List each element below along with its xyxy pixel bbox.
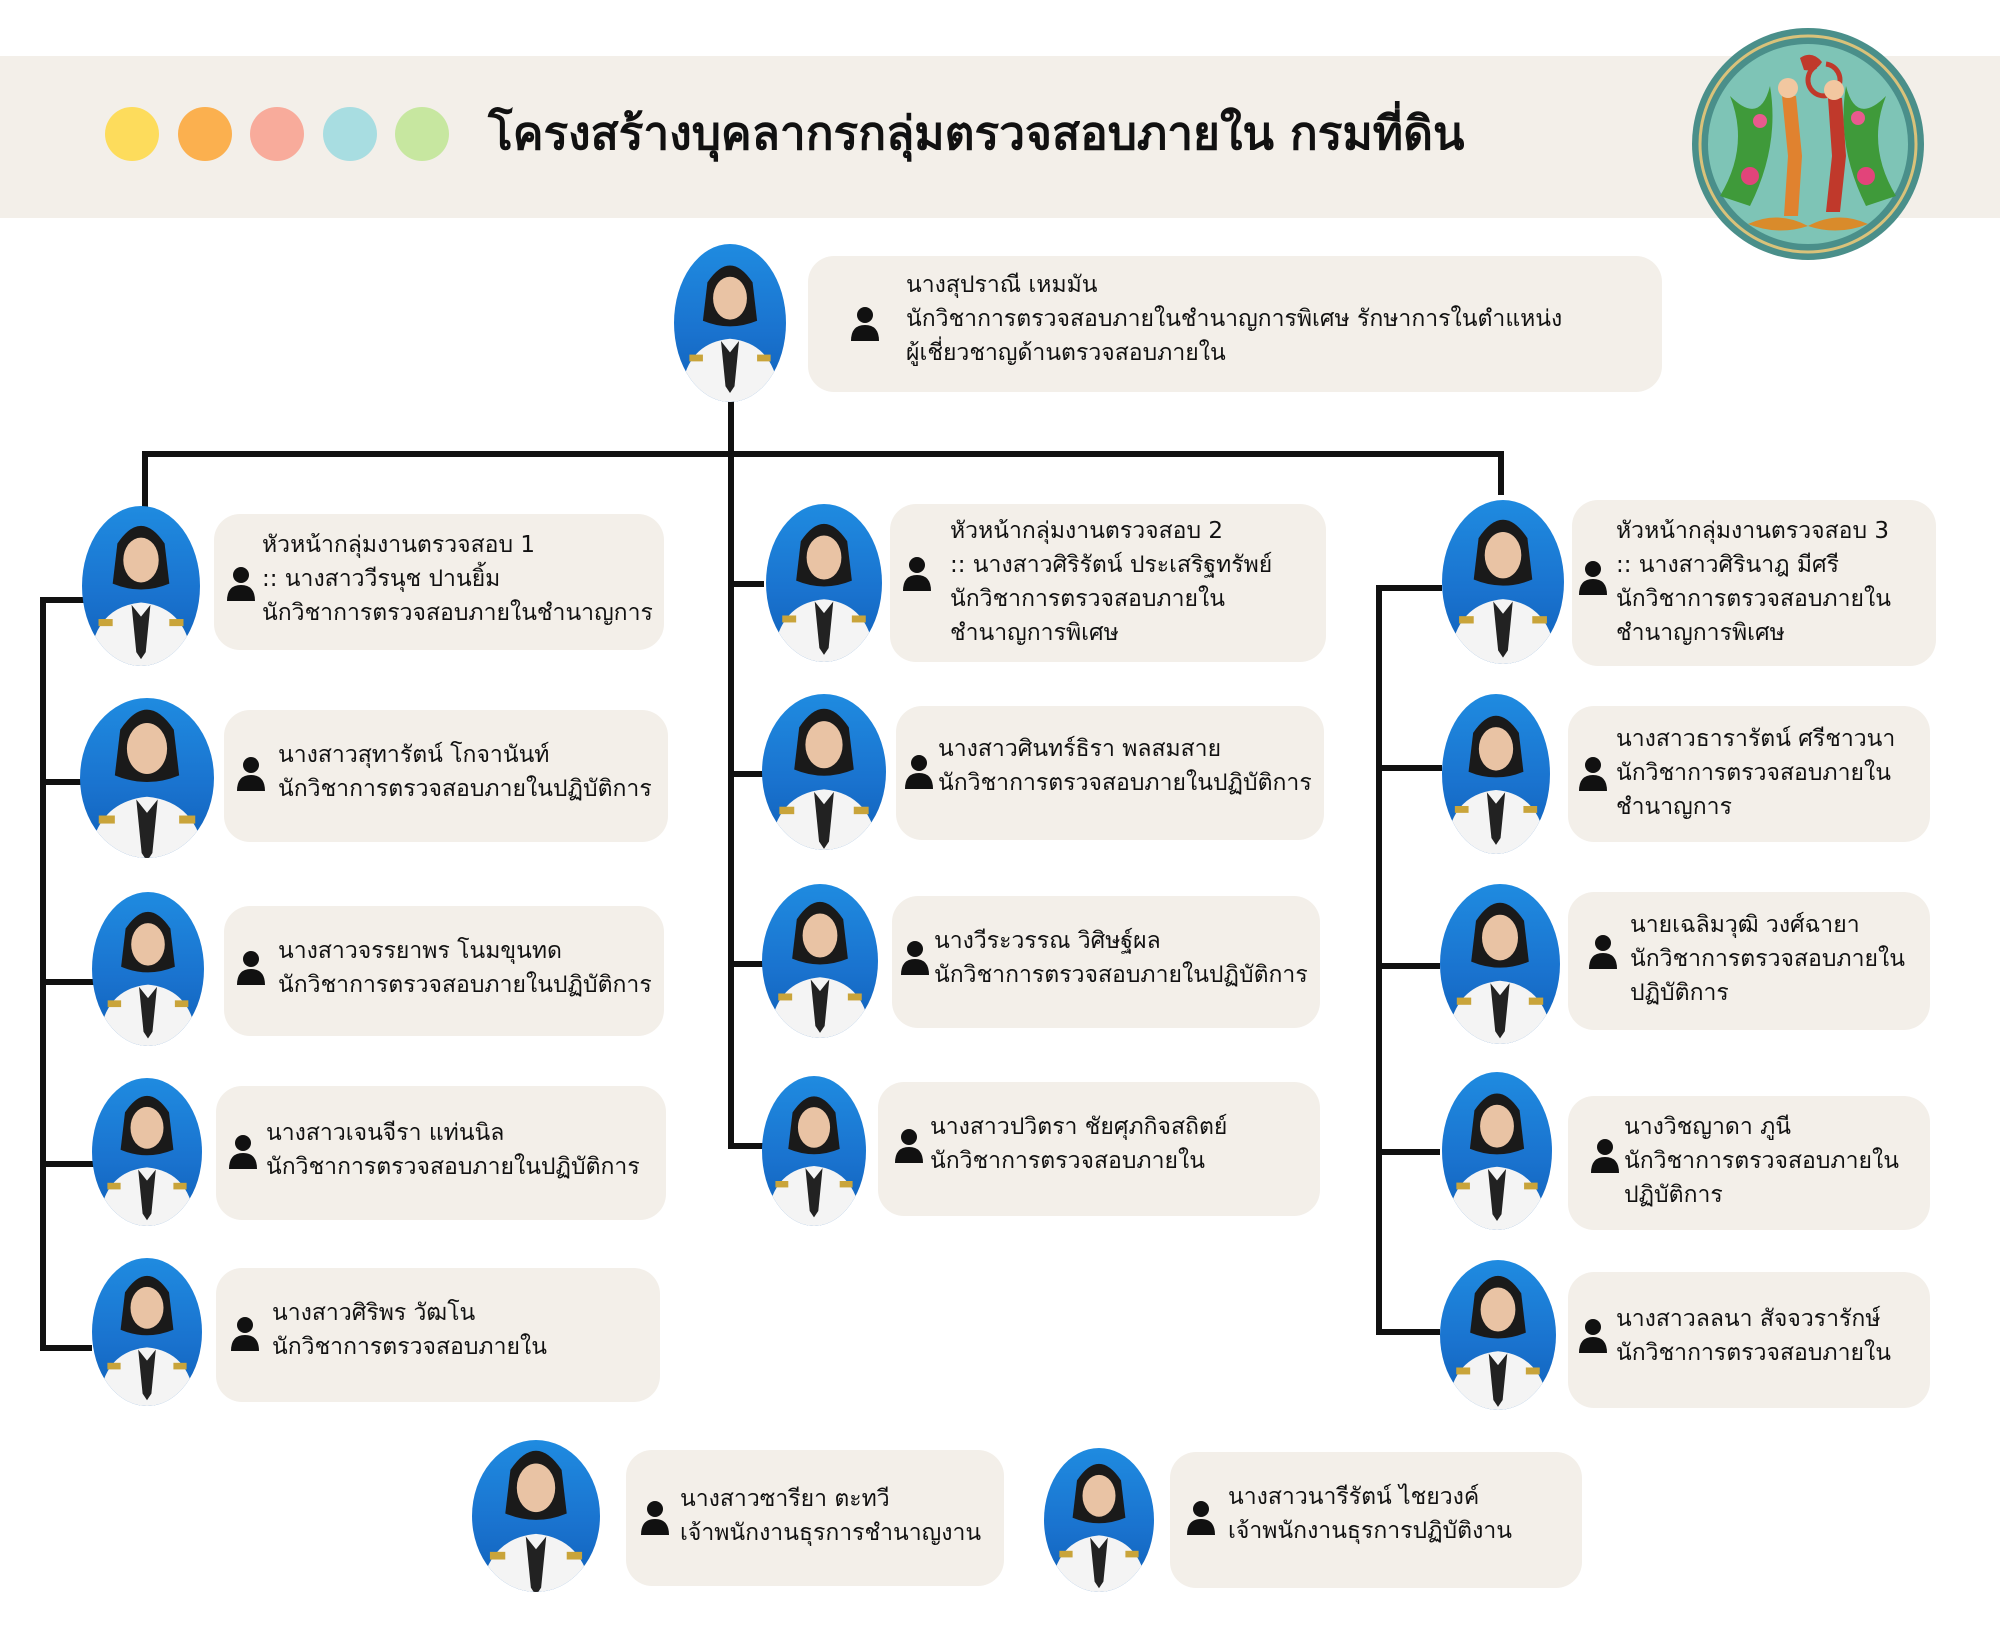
photo-chief — [674, 244, 786, 402]
card-g2-4 — [878, 1082, 1320, 1216]
card-chief — [808, 256, 1662, 392]
connector-group3-spine — [1376, 585, 1382, 1335]
support-1-line-1: นางสาวซารียา ตะทวี — [680, 1486, 890, 1512]
g1-2-line-2: นักวิชาการตรวจสอบภายในปฏิบัติการ — [278, 776, 652, 802]
card-text — [680, 1482, 981, 1550]
connector-g3-branch-4 — [1376, 1149, 1440, 1155]
g2-4-line-1: นางสาวปวิตรา ชัยศุภกิจสถิตย์ — [930, 1114, 1228, 1140]
person-icon — [230, 1316, 260, 1352]
card-text — [266, 1116, 640, 1184]
card-text — [278, 738, 652, 806]
card-text — [906, 268, 1562, 370]
person-icon — [1578, 1318, 1608, 1354]
connector-g1-branch-4 — [40, 1161, 96, 1167]
card-text — [1228, 1480, 1512, 1548]
support-1-line-2: เจ้าพนักงานธุรการชำนาญงาน — [680, 1520, 982, 1546]
connector-g1-branch-5 — [40, 1345, 92, 1351]
person-icon — [1590, 1138, 1620, 1174]
g1-3-line-2: นักวิชาการตรวจสอบภายในปฏิบัติการ — [278, 972, 652, 998]
chief-line-1: นางสุปราณี เหมมัน — [906, 272, 1098, 298]
card-g3-5 — [1568, 1272, 1930, 1408]
g1-1-line-1: หัวหน้ากลุ่มงานตรวจสอบ 1 — [262, 532, 536, 558]
connector-g3-branch-1 — [1376, 585, 1442, 591]
g1-5-line-2: นักวิชาการตรวจสอบภายใน — [272, 1334, 547, 1360]
page-title: โครงสร้างบุคลากรกลุ่มตรวจสอบภายใน กรมที่ดิน — [488, 106, 1465, 160]
card-text — [938, 732, 1312, 800]
connector-g2-branch-4 — [728, 1143, 764, 1149]
card-g2-3 — [892, 896, 1320, 1028]
card-text — [950, 514, 1272, 650]
chief-line-2: นักวิชาการตรวจสอบภายในชำนาญการพิเศษ รักษาการในตำแหน่ง — [906, 306, 1563, 332]
g1-4-line-2: นักวิชาการตรวจสอบภายในปฏิบัติการ — [266, 1154, 640, 1180]
g3-1-line-4: ชำนาญการพิเศษ — [1616, 620, 1785, 646]
person-icon — [228, 1134, 258, 1170]
card-g1-2 — [224, 710, 668, 842]
card-support-2 — [1170, 1452, 1582, 1588]
connector-g2-branch-2 — [728, 771, 764, 777]
card-text — [1624, 1110, 1899, 1212]
photo-g3-2 — [1442, 694, 1550, 854]
card-g2-2 — [896, 706, 1324, 840]
connector-group1-top — [142, 451, 148, 507]
person-icon — [902, 556, 932, 592]
g2-1-line-4: ชำนาญการพิเศษ — [950, 620, 1119, 646]
photo-g1-1 — [82, 506, 200, 666]
connector-g1-branch-2 — [40, 779, 84, 785]
g2-1-line-2: :: นางสาวศิริรัตน์ ประเสริฐทรัพย์ — [950, 552, 1273, 578]
connector-g3-branch-3 — [1376, 963, 1440, 969]
connector-main-horizontal — [142, 451, 1504, 457]
card-text — [934, 924, 1308, 992]
connector-g1-branch-1 — [40, 597, 84, 603]
photo-g3-4 — [1442, 1072, 1552, 1230]
card-g1-1 — [214, 514, 664, 650]
card-g3-1 — [1572, 500, 1936, 666]
card-g2-1 — [890, 504, 1326, 662]
support-2-line-2: เจ้าพนักงานธุรการปฏิบัติงาน — [1228, 1518, 1512, 1544]
g1-1-line-2: :: นางสาววีรนุช ปานยิ้ม — [262, 566, 501, 592]
connector-g2-branch-3 — [728, 961, 764, 967]
connector-g3-branch-2 — [1376, 765, 1442, 771]
g2-2-line-2: นักวิชาการตรวจสอบภายในปฏิบัติการ — [938, 770, 1312, 796]
photo-g1-2 — [80, 698, 214, 858]
card-text — [262, 528, 653, 630]
photo-g2-1 — [766, 504, 882, 662]
g1-5-line-1: นางสาวศิริพร วัฒโน — [272, 1300, 476, 1326]
decor-dot-green — [395, 107, 449, 161]
g1-4-line-1: นางสาวเจนจีรา แท่นนิล — [266, 1120, 505, 1146]
card-g3-2 — [1568, 706, 1930, 842]
g3-4-line-2: นักวิชาการตรวจสอบภายใน — [1624, 1148, 1899, 1174]
g2-1-line-1: หัวหน้ากลุ่มงานตรวจสอบ 2 — [950, 518, 1224, 544]
photo-support-2 — [1044, 1448, 1154, 1592]
card-text — [272, 1296, 547, 1364]
person-icon — [1578, 560, 1608, 596]
person-icon — [236, 950, 266, 986]
person-icon — [1588, 934, 1618, 970]
decor-dot-teal — [323, 107, 377, 161]
person-icon — [900, 940, 930, 976]
g2-1-line-3: นักวิชาการตรวจสอบภายใน — [950, 586, 1225, 612]
connector-g3-branch-5 — [1376, 1329, 1440, 1335]
photo-g1-5 — [92, 1258, 202, 1406]
g2-4-line-2: นักวิชาการตรวจสอบภายใน — [930, 1148, 1205, 1174]
decor-dot-yellow — [105, 107, 159, 161]
photo-g1-3 — [92, 892, 204, 1046]
g1-1-line-3: นักวิชาการตรวจสอบภายในชำนาญการ — [262, 600, 653, 626]
card-support-1 — [626, 1450, 1004, 1586]
card-g1-3 — [224, 906, 664, 1036]
person-icon — [1578, 756, 1608, 792]
person-icon — [904, 754, 934, 790]
photo-support-1 — [472, 1440, 600, 1592]
g1-3-line-1: นางสาวจรรยาพร โนมขุนทด — [278, 938, 562, 964]
g3-2-line-3: ชำนาญการ — [1616, 794, 1732, 820]
g3-1-line-3: นักวิชาการตรวจสอบภายใน — [1616, 586, 1891, 612]
g3-5-line-1: นางสาวลลนา สัจจวรารักษ์ — [1616, 1306, 1881, 1332]
g3-2-line-1: นางสาวธารารัตน์ ศรีชาวนา — [1616, 726, 1896, 752]
g3-5-line-2: นักวิชาการตรวจสอบภายใน — [1616, 1340, 1891, 1366]
person-icon — [1186, 1500, 1216, 1536]
card-text — [1630, 908, 1905, 1010]
g3-3-line-3: ปฏิบัติการ — [1630, 980, 1729, 1006]
connector-g2-branch-1 — [728, 581, 764, 587]
department-of-lands-emblem-icon — [1690, 26, 1926, 262]
g2-3-line-1: นางวีระวรรณ วิศิษฐ์ผล — [934, 928, 1161, 954]
photo-g2-4 — [762, 1076, 866, 1226]
photo-g1-4 — [92, 1078, 202, 1226]
decor-dot-pink — [250, 107, 304, 161]
support-2-line-1: นางสาวนารีรัตน์ ไชยวงค์ — [1228, 1484, 1480, 1510]
card-text — [1616, 722, 1895, 824]
card-g1-4 — [216, 1086, 666, 1220]
person-icon — [236, 756, 266, 792]
g3-3-line-2: นักวิชาการตรวจสอบภายใน — [1630, 946, 1905, 972]
chief-line-3: ผู้เชี่ยวชาญด้านตรวจสอบภายใน — [906, 340, 1226, 366]
g3-1-line-2: :: นางสาวศิรินาฎ มีศรี — [1616, 552, 1840, 578]
g1-2-line-1: นางสาวสุทารัตน์ โกจานันท์ — [278, 742, 550, 768]
connector-g1-branch-3 — [40, 979, 96, 985]
card-text — [1616, 1302, 1891, 1370]
person-icon — [894, 1128, 924, 1164]
g2-3-line-2: นักวิชาการตรวจสอบภายในปฏิบัติการ — [934, 962, 1308, 988]
card-text — [930, 1110, 1227, 1178]
connector-group1-spine — [40, 597, 46, 1351]
g3-2-line-2: นักวิชาการตรวจสอบภายใน — [1616, 760, 1891, 786]
g3-1-line-1: หัวหน้ากลุ่มงานตรวจสอบ 3 — [1616, 518, 1890, 544]
photo-g3-5 — [1440, 1260, 1556, 1410]
connector-group3-top — [1498, 451, 1504, 495]
person-icon — [640, 1500, 670, 1536]
photo-g3-1 — [1442, 500, 1564, 664]
card-g3-4 — [1568, 1096, 1930, 1230]
g3-4-line-3: ปฏิบัติการ — [1624, 1182, 1723, 1208]
card-text — [278, 934, 652, 1002]
photo-g3-3 — [1440, 884, 1560, 1044]
person-icon — [226, 566, 256, 602]
g3-4-line-1: นางวิชญาดา ภูนี — [1624, 1114, 1791, 1140]
decor-dot-orange — [178, 107, 232, 161]
card-g1-5 — [216, 1268, 660, 1402]
photo-g2-2 — [762, 694, 886, 850]
g3-3-line-1: นายเฉลิมวุฒิ วงศ์ฉายา — [1630, 912, 1860, 938]
g2-2-line-1: นางสาวศินทร์ธิรา พลสมสาย — [938, 736, 1222, 762]
card-text — [1616, 514, 1891, 650]
photo-g2-3 — [762, 884, 878, 1038]
person-icon — [850, 306, 880, 342]
card-g3-3 — [1568, 892, 1930, 1030]
